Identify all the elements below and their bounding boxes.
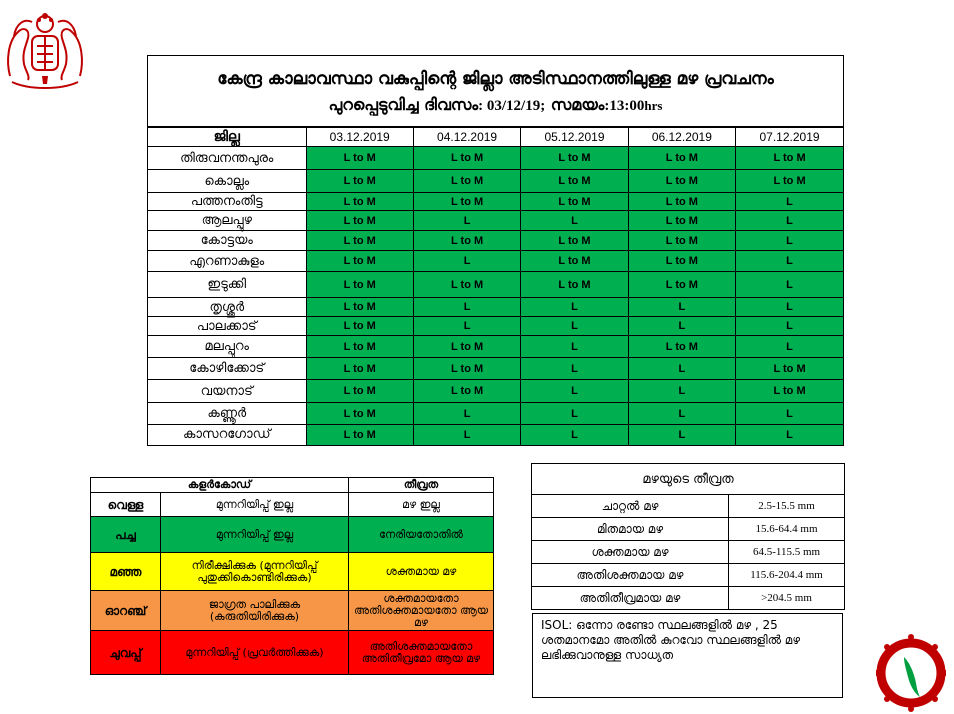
forecast-cell: L to M — [306, 425, 413, 445]
forecast-cell: L to M — [306, 193, 413, 211]
forecast-cell: L to M — [736, 147, 843, 170]
rain-intensity: ശക്തമായതോ അതിശക്തമായതോ ആയ മഴ — [349, 591, 494, 631]
forecast-cell: L to M — [413, 147, 520, 170]
district-name: പാലക്കാട് — [148, 317, 306, 336]
issued-date: : 03/12/19; — [478, 98, 546, 114]
title-line-1: കേന്ദ്ര കാലാവസ്ഥാ വകുപ്പിന്റെ ജില്ലാ അടിസ്ഥാനത്തിലുള്ള മഴ പ്രവചനം — [217, 69, 774, 89]
forecast-header-row — [148, 128, 843, 147]
forecast-cell: L — [736, 211, 843, 231]
rain-intensity-table — [531, 463, 845, 610]
table-row — [148, 147, 843, 170]
color-code-row — [91, 517, 494, 553]
color-code-row — [91, 631, 494, 675]
color-name: വെള്ള — [91, 493, 161, 517]
forecast-cell: L to M — [628, 147, 735, 170]
forecast-cell: L to M — [413, 193, 520, 211]
forecast-cell: L to M — [628, 272, 735, 298]
forecast-cell: L to M — [736, 380, 843, 403]
district-name: കോഴിക്കോട് — [148, 358, 306, 380]
forecast-panel — [147, 55, 844, 446]
district-name: തൃശ്ശൂർ — [148, 298, 306, 317]
isol-note: ISOL: ഒന്നോ രണ്ടോ സ്ഥലങ്ങളിൽ മഴ , 25 ശതമാനമോ അതിൽ കുറവോ സ്ഥലങ്ങളിൽ മഴ ലഭിക്കുവാനുള്ള സാധ്യത — [532, 613, 843, 698]
forecast-cell: L — [736, 272, 843, 298]
ksdma-logo — [876, 633, 946, 713]
forecast-cell: L — [521, 317, 628, 336]
district-name: പത്തനംതിട്ട — [148, 193, 306, 211]
forecast-cell: L to M — [521, 272, 628, 298]
time-unit: hrs — [644, 98, 663, 113]
forecast-cell: L to M — [413, 272, 520, 298]
forecast-cell: L — [413, 317, 520, 336]
issued-label: പുറപ്പെടുവിച്ച ദിവസം — [328, 95, 479, 114]
title-line-2 — [148, 92, 843, 119]
forecast-cell: L — [521, 211, 628, 231]
district-name: ഇടുക്കി — [148, 272, 306, 298]
intensity-range: 64.5-115.5 mm — [729, 541, 845, 564]
warning-meaning: മുന്നറിയിപ്പ് ഇല്ല — [161, 493, 349, 517]
forecast-cell: L to M — [413, 231, 520, 251]
forecast-cell: L to M — [306, 147, 413, 170]
forecast-cell: L — [736, 193, 843, 211]
intensity-label: ചാറ്റൽ മഴ — [532, 495, 729, 518]
forecast-cell: L to M — [306, 298, 413, 317]
forecast-cell: L to M — [736, 170, 843, 193]
color-name: പച്ച — [91, 517, 161, 553]
forecast-cell: L — [413, 403, 520, 425]
forecast-cell: L to M — [736, 358, 843, 380]
warning-meaning: മുന്നറിയിപ്പ് ഇല്ല — [161, 517, 349, 553]
rain-intensity-title: മഴയുടെ തീവ്രത — [532, 464, 845, 495]
intensity-header: തീവ്രത — [349, 478, 494, 493]
forecast-cell: L — [736, 231, 843, 251]
forecast-cell: L to M — [628, 170, 735, 193]
intensity-range: >204.5 mm — [729, 587, 845, 610]
forecast-cell: L to M — [306, 380, 413, 403]
forecast-cell: L to M — [306, 403, 413, 425]
table-row — [148, 251, 843, 272]
rain-intensity: ശക്തമായ മഴ — [349, 553, 494, 591]
forecast-cell: L to M — [306, 251, 413, 272]
color-code-row — [91, 493, 494, 517]
forecast-cell: L — [413, 298, 520, 317]
forecast-cell: L to M — [628, 336, 735, 358]
district-header: ജില്ല — [148, 128, 306, 147]
color-name: മഞ്ഞ — [91, 553, 161, 591]
forecast-cell: L to M — [628, 193, 735, 211]
forecast-cell: L — [521, 403, 628, 425]
intensity-row — [532, 495, 845, 518]
color-code-header: കളർകോഡ് — [91, 478, 349, 493]
date-header: 07.12.2019 — [736, 128, 843, 147]
forecast-cell: L to M — [306, 211, 413, 231]
table-row — [148, 272, 843, 298]
forecast-cell: L — [736, 317, 843, 336]
forecast-cell: L to M — [306, 317, 413, 336]
forecast-cell: L — [736, 298, 843, 317]
forecast-cell: L to M — [306, 358, 413, 380]
forecast-cell: L — [521, 380, 628, 403]
table-row — [148, 211, 843, 231]
forecast-cell: L to M — [521, 170, 628, 193]
date-header: 05.12.2019 — [521, 128, 628, 147]
intensity-row — [532, 518, 845, 541]
forecast-cell: L — [736, 425, 843, 445]
warning-meaning: മുന്നറിയിപ്പ് (പ്രവർത്തിക്കുക) — [161, 631, 349, 675]
rain-intensity: മഴ ഇല്ല — [349, 493, 494, 517]
district-name: വയനാട് — [148, 380, 306, 403]
intensity-label: അതിശക്തമായ മഴ — [532, 564, 729, 587]
district-name: കാസറഗോഡ് — [148, 425, 306, 445]
warning-meaning: നിരീക്ഷിക്കുക (മുന്നറിയിപ്പ് പുതുക്കികൊണ്ടിരിക്കുക) — [161, 553, 349, 591]
intensity-range: 15.6-64.4 mm — [729, 518, 845, 541]
forecast-cell: L — [628, 317, 735, 336]
forecast-cell: L to M — [521, 251, 628, 272]
forecast-cell: L to M — [306, 272, 413, 298]
forecast-cell: L to M — [521, 147, 628, 170]
forecast-cell: L — [521, 425, 628, 445]
forecast-cell: L — [413, 251, 520, 272]
date-header: 04.12.2019 — [413, 128, 520, 147]
table-row — [148, 336, 843, 358]
table-row — [148, 403, 843, 425]
intensity-label: മിതമായ മഴ — [532, 518, 729, 541]
forecast-title — [148, 56, 843, 127]
intensity-row — [532, 564, 845, 587]
forecast-cell: L to M — [413, 336, 520, 358]
forecast-cell: L — [736, 403, 843, 425]
intensity-row — [532, 587, 845, 610]
color-code-header-row — [91, 478, 494, 493]
forecast-table — [148, 127, 843, 445]
forecast-cell: L — [628, 425, 735, 445]
forecast-cell: L — [521, 298, 628, 317]
forecast-cell: L — [736, 336, 843, 358]
forecast-cell: L to M — [521, 193, 628, 211]
forecast-cell: L to M — [306, 336, 413, 358]
color-code-row — [91, 591, 494, 631]
time-label: സമയം — [550, 95, 605, 114]
color-code-row — [91, 553, 494, 591]
warning-meaning: ജാഗ്രത പാലിക്കുക (കരുതിയിരിക്കുക) — [161, 591, 349, 631]
forecast-cell: L to M — [628, 251, 735, 272]
forecast-cell: L to M — [413, 170, 520, 193]
forecast-cell: L — [628, 358, 735, 380]
forecast-cell: L to M — [306, 170, 413, 193]
district-name: മലപ്പുറം — [148, 336, 306, 358]
forecast-cell: L — [736, 251, 843, 272]
intensity-label: അതിതീവ്രമായ മഴ — [532, 587, 729, 610]
forecast-cell: L to M — [521, 231, 628, 251]
district-name: കോട്ടയം — [148, 231, 306, 251]
color-name: ചുവപ്പ് — [91, 631, 161, 675]
kerala-emblem-logo — [4, 6, 86, 90]
rain-intensity: അതിശക്തമായതോ അതിതീവ്രമോ ആയ മഴ — [349, 631, 494, 675]
forecast-cell: L to M — [628, 231, 735, 251]
color-name: ഓറഞ്ച് — [91, 591, 161, 631]
time-value: :13:00 — [604, 98, 645, 114]
forecast-cell: L — [628, 403, 735, 425]
district-name: കണ്ണൂർ — [148, 403, 306, 425]
color-code-table — [90, 477, 494, 675]
table-row — [148, 193, 843, 211]
district-name: എറണാകുളം — [148, 251, 306, 272]
table-row — [148, 425, 843, 445]
table-row — [148, 317, 843, 336]
forecast-cell: L to M — [628, 211, 735, 231]
district-name: ആലപ്പുഴ — [148, 211, 306, 231]
intensity-row — [532, 541, 845, 564]
forecast-cell: L — [413, 425, 520, 445]
forecast-cell: L — [628, 380, 735, 403]
table-row — [148, 380, 843, 403]
table-row — [148, 358, 843, 380]
table-row — [148, 231, 843, 251]
intensity-range: 2.5-15.5 mm — [729, 495, 845, 518]
date-header: 06.12.2019 — [628, 128, 735, 147]
forecast-cell: L — [521, 336, 628, 358]
forecast-cell: L — [413, 211, 520, 231]
rain-intensity-title-row — [532, 464, 845, 495]
forecast-cell: L to M — [413, 380, 520, 403]
rain-intensity: നേരിയതോതിൽ — [349, 517, 494, 553]
forecast-cell: L — [521, 358, 628, 380]
district-name: കൊല്ലം — [148, 170, 306, 193]
table-row — [148, 298, 843, 317]
district-name: തിരുവനന്തപുരം — [148, 147, 306, 170]
intensity-range: 115.6-204.4 mm — [729, 564, 845, 587]
table-row — [148, 170, 843, 193]
date-header: 03.12.2019 — [306, 128, 413, 147]
forecast-cell: L — [628, 298, 735, 317]
forecast-cell: L to M — [413, 358, 520, 380]
intensity-label: ശക്തമായ മഴ — [532, 541, 729, 564]
forecast-cell: L to M — [306, 231, 413, 251]
